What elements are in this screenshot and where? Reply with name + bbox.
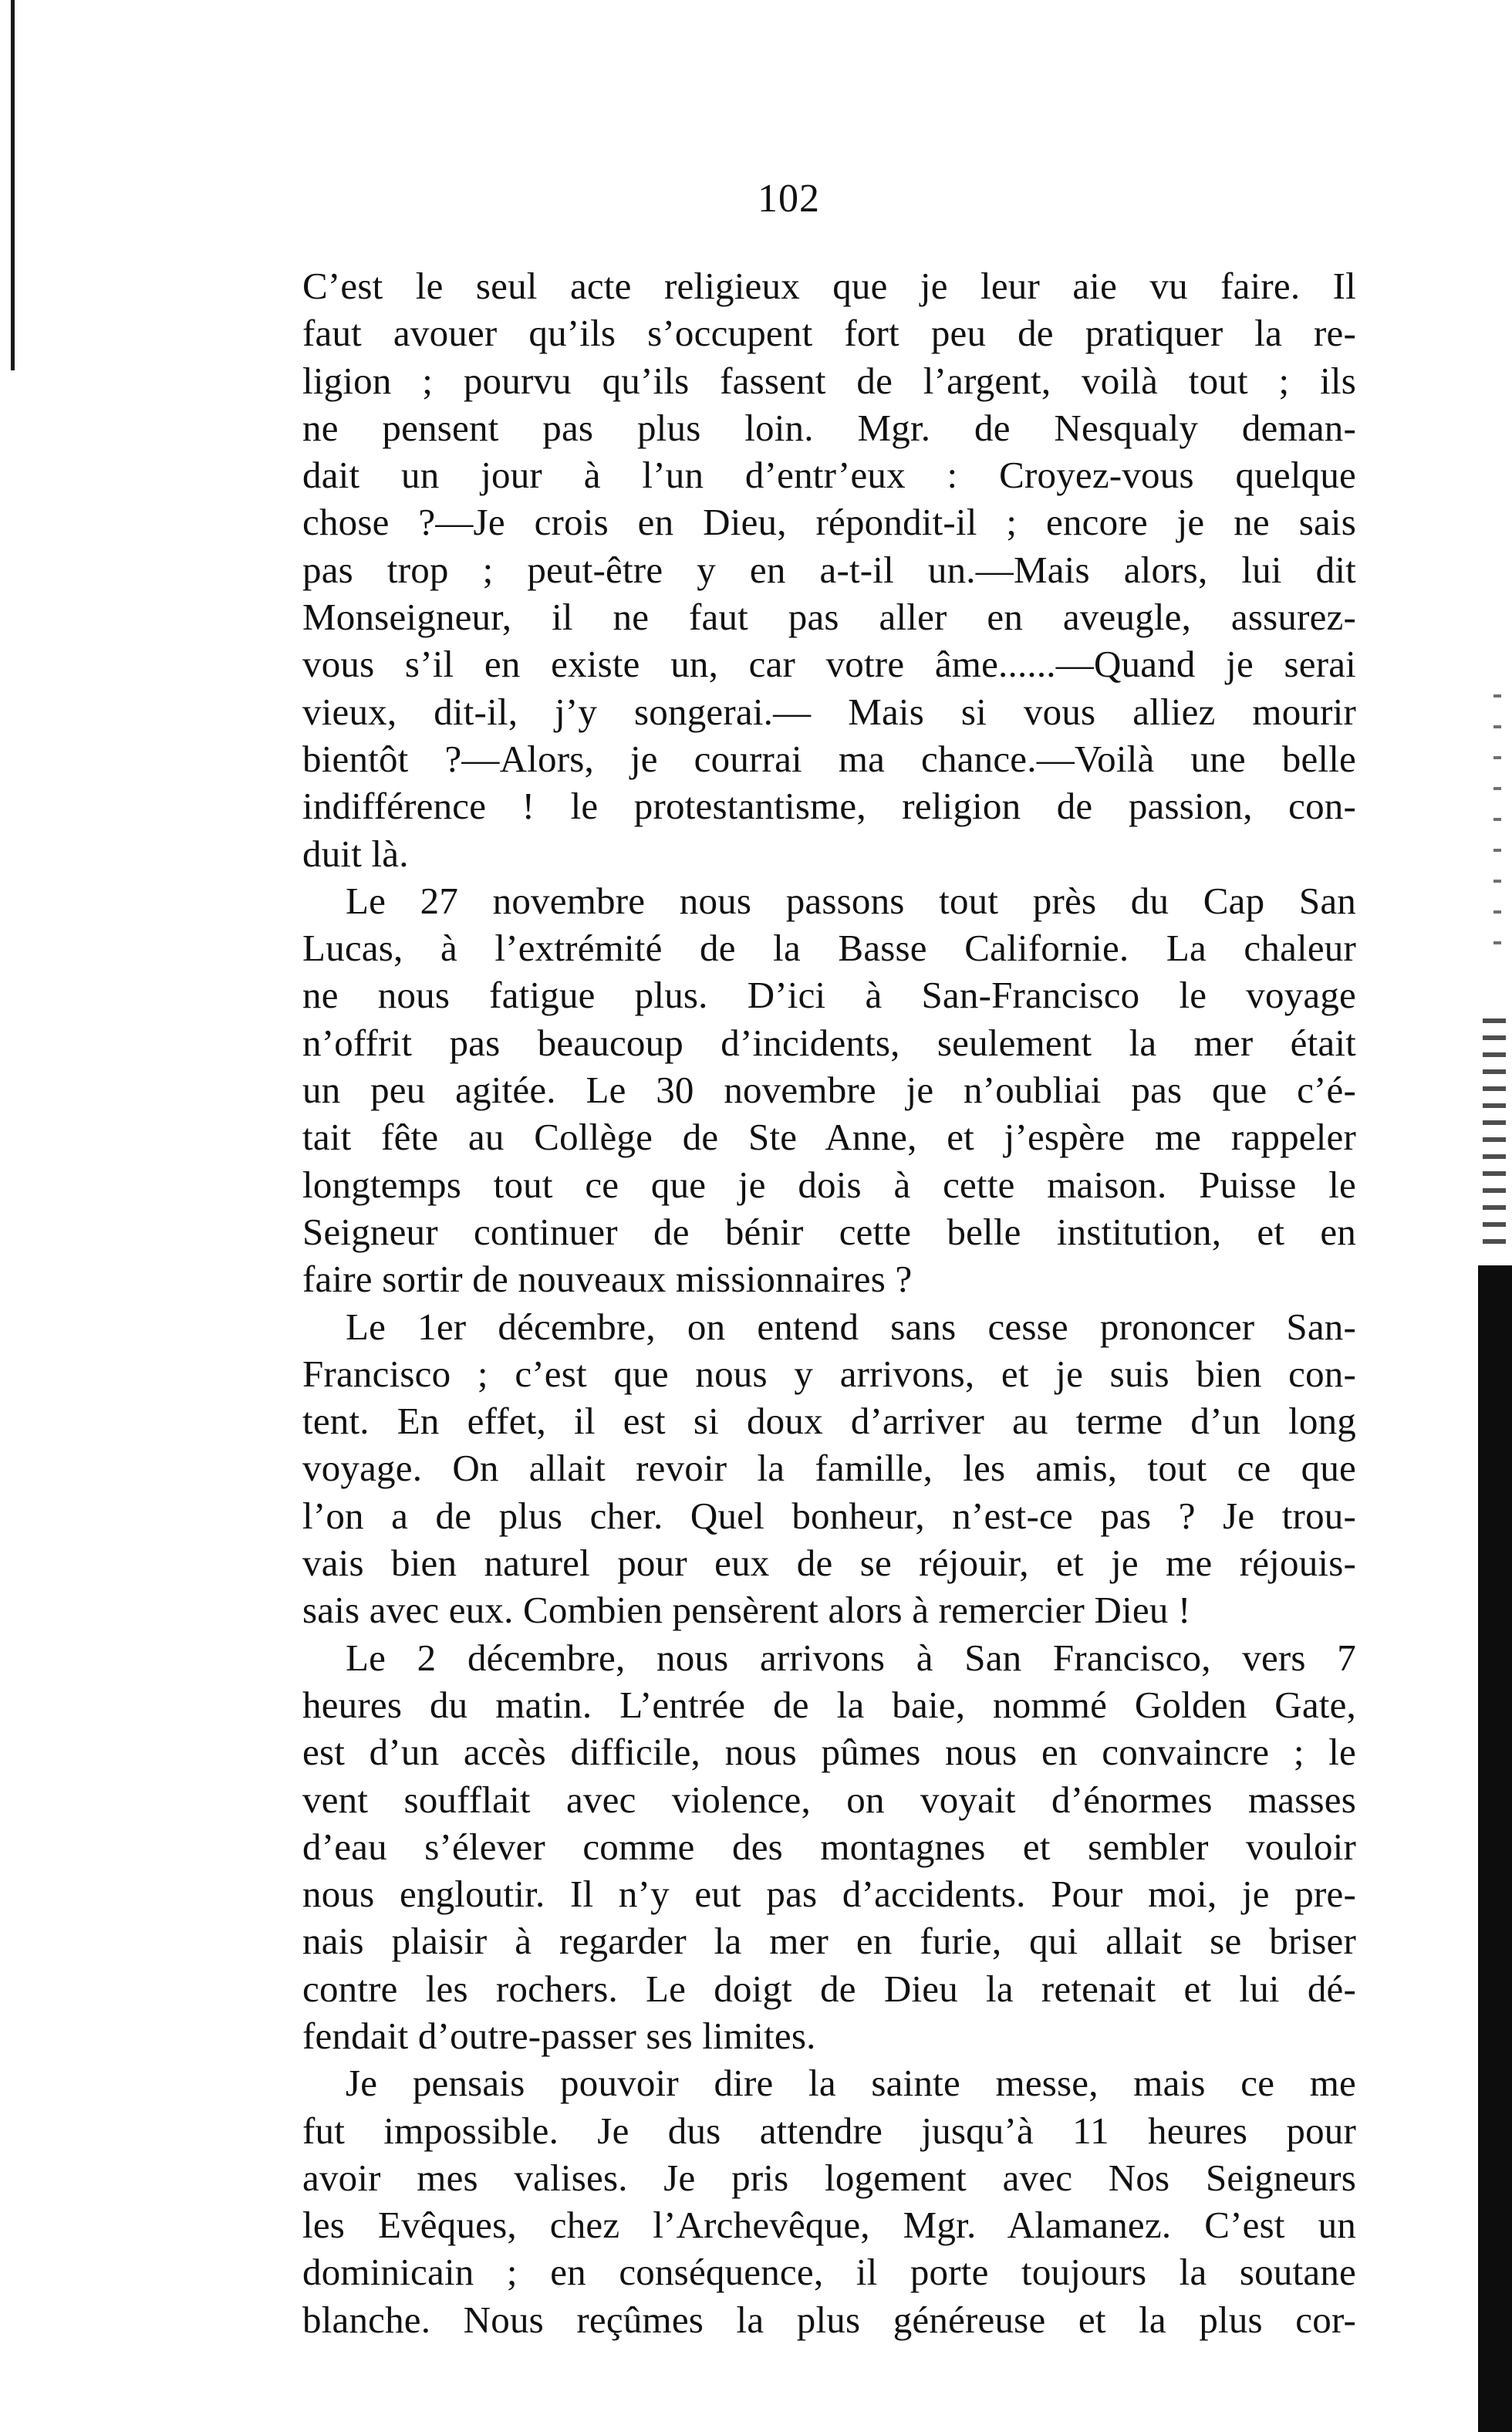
text-line: avoir mes valises. Je pris logement avec Nos Seigneurs — [302, 2156, 1356, 2199]
text-line: Monseigneur, il ne faut pas aller en aveugle, assurez- — [302, 596, 1356, 639]
text-line: fut impossible. Je dus attendre jusqu’à 11 heures pour — [302, 2109, 1356, 2152]
text-line: vais bien naturel pour eux de se réjouir, et je me réjouis- — [302, 1542, 1356, 1585]
paragraph — [302, 877, 1356, 1303]
text-line: faire sortir de nouveaux missionnaires ? — [302, 1258, 913, 1301]
text-line: contre les rochers. Le doigt de Dieu la retenait et lui dé- — [302, 1967, 1356, 2010]
text-line: Lucas, à l’extrémité de la Basse Californie. La chaleur — [302, 927, 1356, 970]
text-line: les Evêques, chez l’Archevêque, Mgr. Alamanez. C’est un — [302, 2204, 1356, 2247]
text-line: Le 1er décembre, on entend sans cesse prononcer San- — [346, 1305, 1356, 1348]
text-line: sais avec eux. Combien pensèrent alors à remercier Dieu ! — [302, 1589, 1191, 1632]
text-line: d’eau s’élever comme des montagnes et sembler vouloir — [302, 1825, 1356, 1868]
paragraph — [302, 1634, 1356, 2060]
paragraph — [302, 1303, 1356, 1634]
paragraph — [302, 2059, 1356, 2343]
page-body — [302, 262, 1356, 2343]
text-line: fendait d’outre-passer ses limites. — [302, 2014, 816, 2057]
text-line: Je pensais pouvoir dire la sainte messe, mais ce me — [346, 2062, 1356, 2105]
scan-edge-specks-upper — [1493, 694, 1501, 972]
text-line: dominicain ; en conséquence, il porte toujours la soutane — [302, 2251, 1356, 2294]
text-line: Le 2 décembre, nous arrivons à San Francisco, vers 7 — [346, 1636, 1356, 1679]
text-line: l’on a de plus cher. Quel bonheur, n’est-ce pas ? Je trou- — [302, 1494, 1356, 1537]
text-line: duit là. — [302, 832, 409, 875]
text-line: nous engloutir. Il n’y eut pas d’accidents. Pour moi, je pre- — [302, 1873, 1356, 1916]
text-line: ne nous fatigue plus. D’ici à San-Francisco le voyage — [302, 974, 1356, 1017]
text-line: Francisco ; c’est que nous y arrivons, et je suis bien con- — [302, 1352, 1356, 1395]
text-line: C’est le seul acte religieux que je leur aie vu faire. Il — [302, 265, 1356, 307]
text-line: tait fête au Collège de Ste Anne, et j’espère me rappeler — [302, 1116, 1356, 1159]
page-number: 102 — [758, 177, 820, 221]
text-line: bientôt ?—Alors, je courrai ma chance.—Voilà une belle — [302, 737, 1356, 780]
text-line: heures du matin. L’entrée de la baie, nommé Golden Gate, — [302, 1683, 1356, 1726]
text-line: faut avouer qu’ils s’occupent fort peu de pratiquer la re- — [302, 312, 1356, 355]
text-line: voyage. On allait revoir la famille, les amis, tout ce que — [302, 1447, 1356, 1490]
text-line: tent. En effet, il est si doux d’arriver au terme d’un long — [302, 1400, 1356, 1443]
text-line: ne pensent pas plus loin. Mgr. de Nesqualy deman- — [302, 406, 1356, 449]
text-line: vent soufflait avec violence, on voyait d’énormes masses — [302, 1778, 1356, 1821]
text-line: Le 27 novembre nous passons tout près du Cap San — [346, 879, 1356, 922]
text-line: longtemps tout ce que je dois à cette maison. Puisse le — [302, 1163, 1356, 1206]
text-line: chose ?—Je crois en Dieu, répondit-il ; encore je ne sais — [302, 501, 1356, 544]
text-line: vous s’il en existe un, car votre âme......—Quand je serai — [302, 643, 1356, 686]
text-line: vieux, dit-il, j’y songerai.— Mais si vous alliez mourir — [302, 690, 1356, 733]
scan-edge-specks — [1483, 1018, 1506, 1250]
text-line: un peu agitée. Le 30 novembre je n’oubliai pas que c’é- — [302, 1069, 1356, 1112]
paragraph — [302, 262, 1356, 877]
text-line: indifférence ! le protestantisme, religion de passion, con- — [302, 785, 1356, 828]
text-line: dait un jour à l’un d’entr’eux : Croyez-vous quelque — [302, 454, 1356, 497]
text-line: ligion ; pourvu qu’ils fassent de l’argent, voilà tout ; ils — [302, 359, 1356, 402]
text-line: pas trop ; peut-être y en a-t-il un.—Mais alors, lui dit — [302, 548, 1356, 591]
text-line: Seigneur continuer de bénir cette belle institution, et en — [302, 1210, 1356, 1253]
scan-binding-edge — [1478, 1265, 1512, 2432]
text-line: n’offrit pas beaucoup d’incidents, seulement la mer était — [302, 1021, 1356, 1064]
text-line: blanche. Nous reçûmes la plus généreuse et la plus cor- — [302, 2298, 1356, 2341]
text-line: est d’un accès difficile, nous pûmes nous en convaincre ; le — [302, 1731, 1356, 1774]
text-line: nais plaisir à regarder la mer en furie, qui allait se briser — [302, 1920, 1356, 1963]
